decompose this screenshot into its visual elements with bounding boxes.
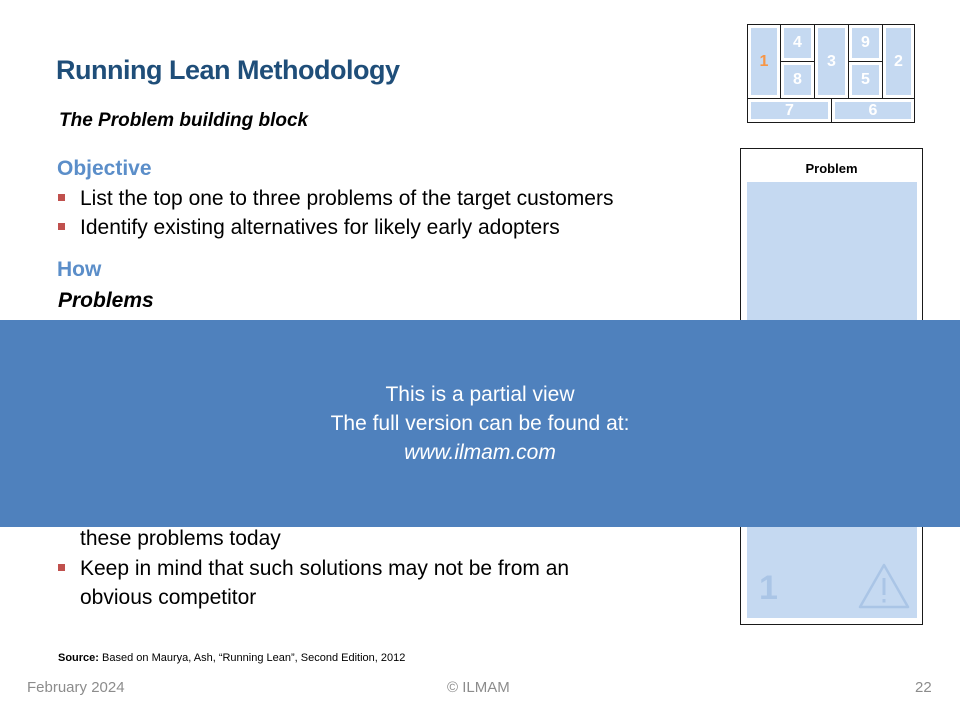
canvas-cell-label: 8 [784, 65, 811, 95]
last-bullet-line2: obvious competitor [80, 586, 257, 609]
source-label: Source: [58, 652, 99, 664]
bullet-square-icon [58, 223, 65, 230]
footer-date: February 2024 [27, 679, 125, 696]
footer-page-number: 22 [915, 679, 932, 696]
source-note [58, 652, 405, 664]
canvas-cell-label: 9 [852, 28, 879, 58]
canvas-cell-3 [814, 24, 849, 99]
slide-subtitle: The Problem building block [59, 110, 309, 131]
source-text: Based on Maurya, Ash, “Running Lean”, Second Edition, 2012 [98, 652, 406, 664]
partial-view-banner [0, 320, 960, 527]
canvas-cell-8 [780, 61, 815, 99]
canvas-cell-1 [747, 24, 781, 99]
banner-line-2: The full version can be found at: [330, 412, 630, 435]
partial-bullet-tail: these problems today [80, 527, 281, 550]
how-heading: How [57, 258, 102, 281]
problems-heading: Problems [58, 289, 154, 312]
bullet-text: Keep in mind that such solutions may not be from an [80, 557, 570, 580]
canvas-cell-2 [882, 24, 915, 99]
lean-canvas-map [747, 24, 915, 123]
canvas-cell-6 [831, 98, 915, 123]
footer-copyright: © ILMAM [447, 679, 510, 696]
problem-card-number: 1 [759, 569, 778, 607]
canvas-cell-label: 5 [852, 65, 879, 95]
canvas-cell-5 [848, 61, 883, 99]
canvas-cell-7 [747, 98, 832, 123]
canvas-cell-label: 7 [751, 102, 828, 119]
banner-link[interactable]: www.ilmam.com [404, 441, 556, 464]
objective-heading: Objective [57, 157, 152, 180]
problem-card-title: Problem [805, 161, 858, 176]
canvas-cell-label: 4 [784, 28, 811, 58]
canvas-cell-label: 6 [835, 102, 911, 119]
slide-title: Running Lean Methodology [56, 55, 400, 85]
bullet-square-icon [58, 194, 65, 201]
canvas-cell-4 [780, 24, 815, 62]
canvas-cell-label: 2 [886, 28, 911, 95]
canvas-cell-9 [848, 24, 883, 62]
warning-triangle-icon [857, 562, 911, 610]
bullet-text: List the top one to three problems of the target customers [80, 187, 614, 210]
canvas-cell-label: 1 [751, 28, 777, 95]
bullet-square-icon [58, 564, 65, 571]
bullet-text: Identify existing alternatives for likely early adopters [80, 216, 560, 239]
banner-line-1: This is a partial view [385, 383, 575, 406]
canvas-cell-label: 3 [818, 28, 845, 95]
